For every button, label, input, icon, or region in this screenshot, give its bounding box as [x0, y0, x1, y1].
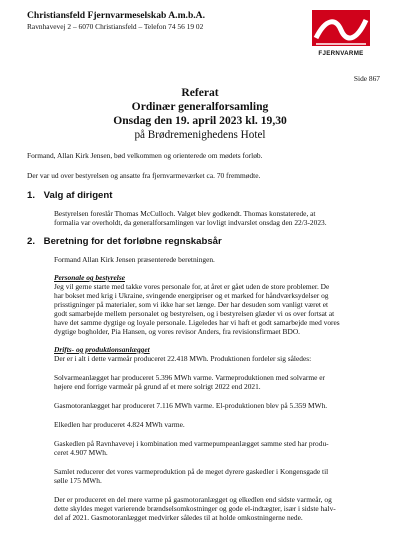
samlet-line-2: sølle 175 MWh. — [54, 476, 102, 485]
section-2-heading — [27, 236, 222, 247]
title-line-1: Referat — [181, 86, 219, 99]
solar-line-2: højere end forrige varmeår på grund af et mere solrigt 2022 end 2021. — [54, 382, 261, 391]
gasmotor-line: Gasmotoranlægget har produceret 7.116 MWh varme. El-produktionen blev på 5.359 MWh. — [54, 401, 328, 410]
subheading-drift: Drifts- og produktionsanlægget — [54, 345, 150, 354]
fjernvarme-logo-icon — [310, 8, 372, 48]
solar-line-1: Solvarmeanlægget har produceret 5.396 MWh varme. Varmeproduktionen med solvarme er — [54, 373, 325, 382]
intro-paragraph-2: Der var ud over bestyrelsen og ansatte fra fjernvarmeværket ca. 70 fremmødte. — [27, 171, 261, 180]
section-1-line-2: formalia var overholdt, da generalforsamlingen var lovligt indvarslet onsdag den 22/3-2023. — [54, 218, 327, 227]
personale-line-6: dygtige bogholder, Pia Hansen, og vores revisor Anders, fra revisionsfirmaet BDO. — [54, 327, 301, 336]
title-line-4: på Brødremenighedens Hotel — [134, 129, 266, 141]
section-2-title: Beretning for det forløbne regnskabsår — [43, 236, 222, 247]
document-title — [0, 86, 400, 142]
section-1-title: Valg af dirigent — [43, 190, 113, 201]
samlet-line-1: Samlet reducerer det vores varmeproduktion på de meget dyrere gaskedler i Kongensgade til — [54, 467, 329, 476]
section-1-number: 1. — [27, 190, 36, 201]
personale-line-3: prisstigninger på materialer, som vi ikke har set længe. Der har desuden som vanligt været et — [54, 300, 329, 309]
title-line-2: Ordinær generalforsamling — [131, 100, 269, 113]
organization-name: Christiansfeld Fjernvarmeselskab A.m.b.A. — [27, 10, 206, 21]
section-1-line-1: Bestyrelsen foreslår Thomas McCulloch. Valget blev godkendt. Thomas konstaterede, at — [54, 209, 316, 218]
subheading-personale: Personale og bestyrelse — [54, 273, 126, 282]
personale-line-2: har bokset med krig i Ukraine, svingende energipriser og et marked for håndværksydelser og — [54, 291, 329, 300]
final-line-2: dette skyldes meget varierende brændselsomkostninger og gode el-indtægter, især i sidste halv- — [54, 504, 336, 513]
personale-line-4: godt samarbejde mellem personalet og bestyrelsen, og i bestyrelsen glæder vi os over fortsat at — [54, 309, 335, 318]
section-1-heading — [27, 190, 112, 201]
intro-paragraph-1: Formand, Allan Kirk Jensen, bød velkommen og orienterede om mødets forløb. — [27, 151, 263, 160]
section-2-intro: Formand Allan Kirk Jensen præsenterede beretningen. — [54, 255, 215, 264]
gaskedel-line-2: ceret 4.907 MWh. — [54, 448, 108, 457]
title-line-3: Onsdag den 19. april 2023 kl. 19,30 — [113, 114, 287, 127]
gaskedel-line-1: Gaskedlen på Ravnhavevej i kombination med varmepumpeanlægget samme sted har produ- — [54, 439, 329, 448]
personale-line-1: Jeg vil gerne starte med takke vores personale for, at året er gået uden de store problemer. De — [54, 282, 330, 291]
section-2-number: 2. — [27, 236, 36, 247]
final-line-1: Der er produceret en del mere varme på gasmotoranlægget og elkedlen end sidste varmeår, og — [54, 495, 332, 504]
elkedel-line: Elkedlen har produceret 4.824 MWh varme. — [54, 420, 185, 429]
drift-intro: Der er i alt i dette varmeår produceret 22.418 MWh. Produktionen fordeler sig således: — [54, 354, 312, 363]
final-line-3: del af 2021. Gasmotoranlægget medvirker således til at holde omkostningerne nede. — [54, 513, 303, 522]
personale-line-5: have det samme dygtige og loyale personale. Ligeledes har vi haft et godt samarbejde med vores — [54, 318, 340, 327]
logo-text: FJERNVARME — [318, 50, 364, 57]
page-number: Side 867 — [353, 74, 380, 83]
organization-address: Ravnhavevej 2 – 6070 Christiansfeld – Telefon 74 56 19 02 — [27, 22, 204, 31]
